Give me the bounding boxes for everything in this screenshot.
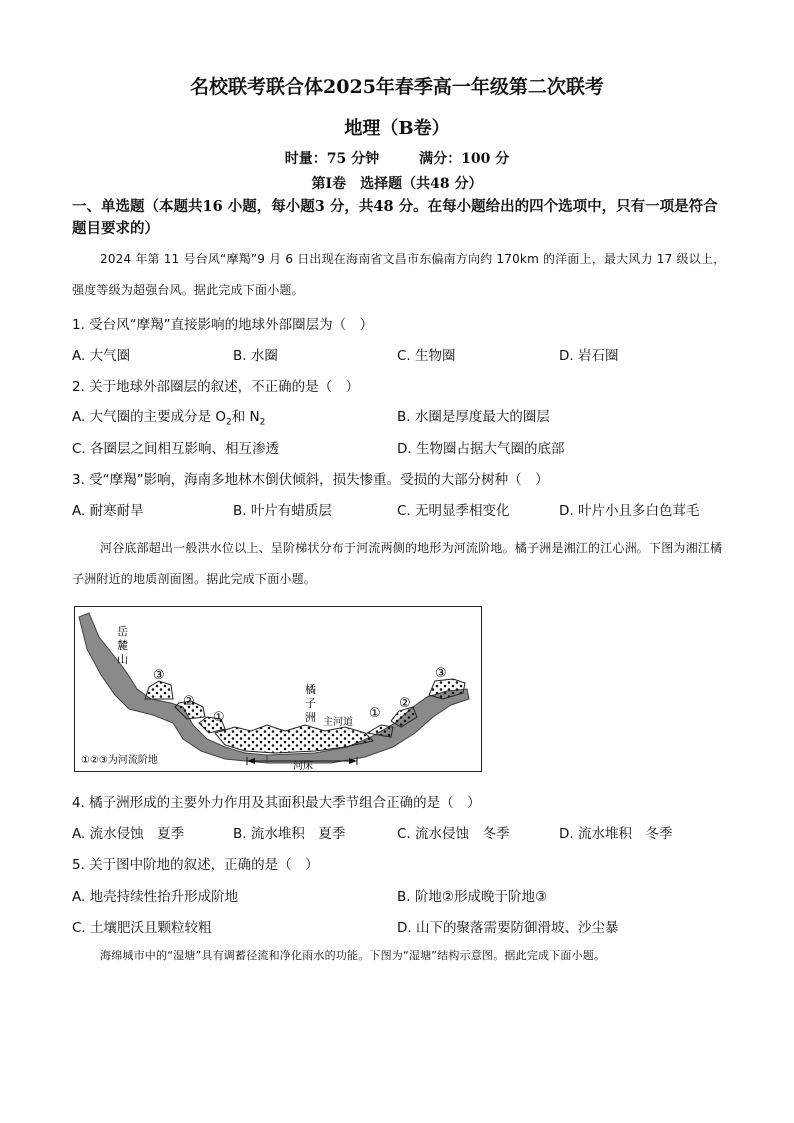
q1-option-d: D. 岩石圈: [559, 348, 619, 364]
q2-a-text: A. 大气圈的主要成分是 O: [72, 409, 226, 425]
q4-option-c: C. 流水侵蚀 冬季: [397, 826, 510, 842]
geologic-profile-figure: [74, 606, 482, 772]
label-terrace-3-left: ③: [153, 668, 165, 683]
question-2: 2. 关于地球外部圈层的叙述，不正确的是（ ）: [72, 379, 360, 395]
terrace-3-left: [145, 681, 173, 699]
section-heading: 一、单选题（本题共16 小题，每小题3 分，共48 分。在每小题给出的四个选项中，只有一项是符合题目要求的）: [72, 198, 718, 237]
passage-typhoon: 2024 年第 11 号台风“摩羯”9 月 6 日出现在海南省文昌市东偏南方向约 170km 的洋面上，最大风力 17 级以上，强度等级为超强台风。据此完成下面小题。: [72, 252, 726, 297]
label-terrace-1-left: ①: [213, 710, 225, 725]
label-mountain-3: 山: [117, 653, 128, 666]
label-island-2: 子: [305, 697, 316, 710]
q2-option-a: [72, 405, 265, 428]
label-riverbed: 河床: [293, 761, 313, 771]
full-score: 满分：100 分: [419, 151, 510, 167]
q3-option-a: A. 耐寒耐旱: [72, 503, 144, 519]
q3-option-c: C. 无明显季相变化: [397, 503, 510, 519]
q2-option-c: C. 各圈层之间相互影响、相互渗透: [72, 441, 280, 457]
q1-option-a: A. 大气圈: [72, 348, 131, 364]
label-terrace-1-right: ①: [369, 706, 381, 721]
figure-legend: ①②③为河流阶地: [81, 755, 158, 766]
terrace-1-right: [367, 725, 393, 737]
q2-a-sub1: 2: [226, 417, 232, 428]
q2-option-d: D. 生物圈占据大气圈的底部: [397, 441, 565, 457]
q3-option-b: B. 叶片有蜡质层: [233, 503, 332, 519]
part-heading: 第Ⅰ卷 选择题（共48 分）: [311, 176, 483, 192]
passage-wet-pond: 海绵城市中的“湿塘”具有调蓄径流和净化雨水的功能。下图为“湿塘”结构示意图。据此完成下面小题。: [100, 949, 606, 962]
q1-option-b: B. 水圈: [233, 348, 278, 364]
question-1: 1. 受台风“摩羯”直接影响的地球外部圈层为（ ）: [72, 317, 374, 333]
q2-option-b: B. 水圈是厚度最大的圈层: [397, 409, 550, 425]
time-limit: 时量：75 分钟: [284, 151, 380, 167]
exam-title: 名校联考联合体2025年春季高一年级第二次联考: [190, 76, 604, 98]
passage-terrace: 河谷底部超出一般洪水位以上、呈阶梯状分布于河流两侧的地形为河流阶地。橘子洲是湘江的江心洲。下图为湘江橘子洲附近的地质剖面图。据此完成下面小题。: [72, 541, 723, 586]
exam-subtitle: 地理（B卷）: [344, 118, 450, 139]
q2-a-sub2: 2: [259, 417, 266, 428]
profile-diagram: [75, 607, 481, 771]
exam-meta: [0, 148, 794, 168]
q5-option-c: C. 土壤肥沃且颗粒较粗: [72, 920, 212, 936]
label-island-1: 橘: [305, 683, 316, 696]
label-terrace-2-left: ②: [183, 694, 195, 709]
q5-option-d: D. 山下的聚落需要防御滑坡、沙尘暴: [397, 920, 619, 936]
q4-option-d: D. 流水堆积 冬季: [559, 826, 673, 842]
q3-option-d: D. 叶片小且多白色茸毛: [559, 503, 700, 519]
label-terrace-2-right: ②: [399, 696, 411, 711]
label-island-3: 洲: [305, 711, 316, 724]
question-5: 5. 关于图中阶地的叙述，正确的是（ ）: [72, 857, 319, 873]
question-3: 3. 受“摩羯”影响，海南多地林木倒伏倾斜，损失惨重。受损的大部分树种（ ）: [72, 472, 549, 488]
label-mountain-1: 岳: [117, 625, 128, 638]
label-mountain-2: 麓: [117, 639, 128, 652]
q2-a-mid: 和 N: [231, 409, 260, 425]
label-terrace-3-right: ③: [435, 666, 447, 681]
question-4: 4. 橘子洲形成的主要外力作用及其面积最大季节组合正确的是（ ）: [72, 795, 481, 811]
q4-option-a: A. 流水侵蚀 夏季: [72, 826, 185, 842]
q5-option-a: A. 地壳持续性抬升形成阶地: [72, 889, 239, 905]
q5-option-b: B. 阶地②形成晚于阶地③: [397, 889, 548, 905]
label-channel: 主河道: [323, 717, 353, 728]
q1-option-c: C. 生物圈: [397, 348, 456, 364]
q4-option-b: B. 流水堆积 夏季: [233, 826, 346, 842]
